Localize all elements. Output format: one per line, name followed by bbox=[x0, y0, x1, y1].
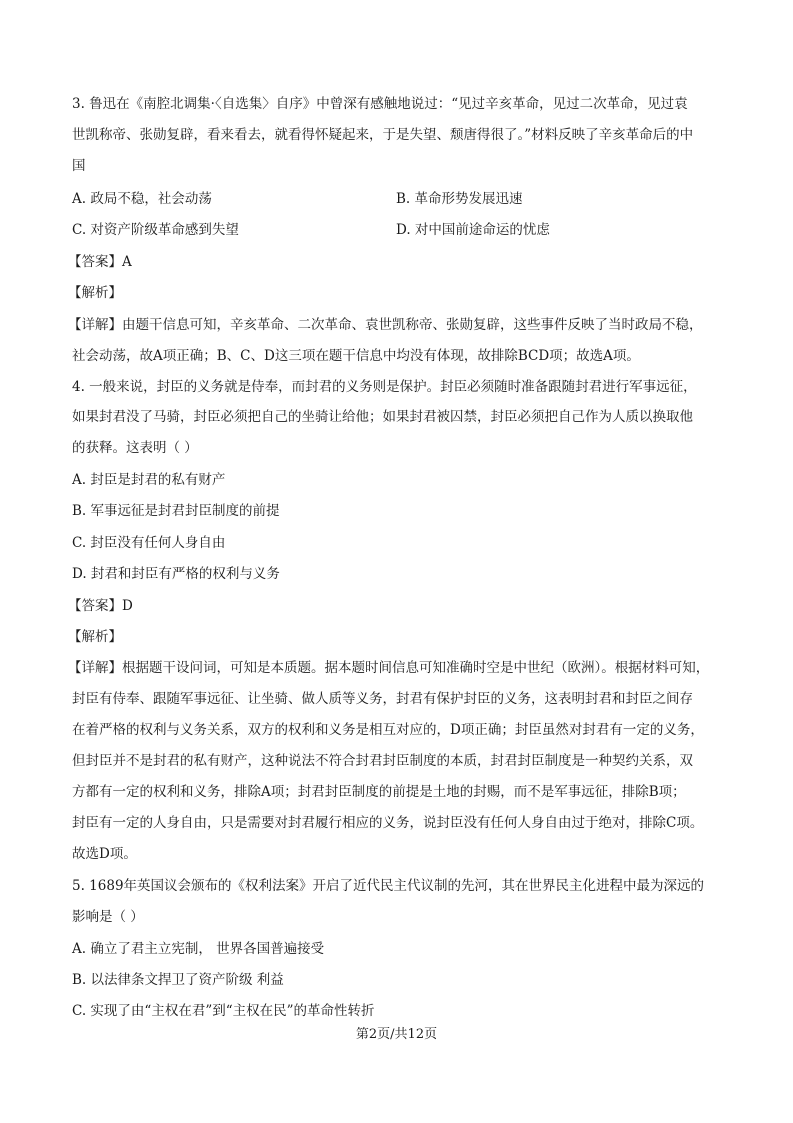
q3-stem-line-2: 世凯称帝、张勋复辟，看来看去，就看得怀疑起来，于是失望、颓唐得很了。”材料反映了辛亥革命后的中 bbox=[72, 127, 694, 143]
q4-option-a: A. 封臣是封君的私有财产 bbox=[72, 472, 226, 488]
q3-option-b: B. 革命形势发展迅速 bbox=[396, 191, 523, 207]
q4-detail-line-3: 在着严格的权利与义务关系，双方的权利和义务是相互对应的，D项正确；封臣虽然对封君有一定的义务， bbox=[72, 722, 704, 738]
q4-detail-line-4: 但封臣并不是封君的私有财产，这种说法不符合封君封臣制度的本质，封君封臣制度是一种契约关系，双 bbox=[72, 753, 693, 769]
page-number-footer: 第2页/共12页 bbox=[355, 1027, 438, 1042]
q3-analysis-label: 【解析】 bbox=[68, 285, 122, 301]
q3-answer: 【答案】A bbox=[68, 254, 132, 270]
q3-option-c: C. 对资产阶级革命感到失望 bbox=[72, 222, 239, 238]
q4-detail-line-6: 封臣有一定的人身自由，只是需要对封君履行相应的义务，说封臣没有任何人身自由过于绝对，排除C项。 bbox=[72, 815, 704, 831]
q5-option-b: B. 以法律条文捍卫了资产阶级 利益 bbox=[72, 972, 284, 988]
q4-option-b: B. 军事远征是封君封臣制度的前提 bbox=[72, 503, 280, 519]
q5-stem-line-2: 影响是（ ） bbox=[72, 909, 144, 925]
q3-detail-line-2: 社会动荡，故A项正确；B、C、D这三项在题干信息中均没有体现，故排除BCD项；故选A项。 bbox=[72, 348, 640, 364]
q3-stem-line-3: 国 bbox=[72, 158, 86, 174]
q4-option-d: D. 封君和封臣有严格的权利与义务 bbox=[72, 566, 280, 582]
q4-detail-line-7: 故选D项。 bbox=[72, 846, 137, 862]
q5-stem-line-1: 5. 1689年英国议会颁布的《权利法案》开启了近代民主代议制的先河，其在世界民主化进程中最为深远的 bbox=[72, 878, 705, 894]
q4-analysis-label: 【解析】 bbox=[68, 629, 122, 645]
q3-option-a: A. 政局不稳，社会动荡 bbox=[72, 191, 212, 207]
q3-option-d: D. 对中国前途命运的忧虑 bbox=[396, 222, 550, 238]
q4-stem-line-1: 4. 一般来说，封臣的义务就是侍奉，而封君的义务则是保护。封臣必须随时准备跟随封君进行军事远征， bbox=[72, 379, 697, 395]
q4-stem-line-2: 如果封君没了马骑，封臣必须把自己的坐骑让给他；如果封君被囚禁，封臣必须把自己作为人质以换取他 bbox=[72, 409, 693, 425]
q3-detail-line-1: 【详解】由题干信息可知，辛亥革命、二次革命、袁世凯称帝、张勋复辟，这些事件反映了当时政局不稳， bbox=[68, 317, 703, 333]
q4-answer: 【答案】D bbox=[68, 598, 133, 614]
q4-detail-line-1: 【详解】根据题干设问词，可知是本质题。据本题时间信息可知准确时空是中世纪（欧洲）。根据材料可知， bbox=[68, 660, 710, 676]
q4-stem-line-3: 的获释。这表明（ ） bbox=[72, 440, 198, 456]
q4-option-c: C. 封臣没有任何人身自由 bbox=[72, 535, 226, 551]
q3-stem-line-1: 3. 鲁迅在《南腔北调集·〈自选集〉自序》中曾深有感触地说过：“见过辛亥革命，见过二次革命，见过袁 bbox=[72, 96, 688, 112]
q4-detail-line-5: 方都有一定的权利和义务，排除A项；封君封臣制度的前提是土地的封赐，而不是军事远征，排除B项； bbox=[72, 784, 686, 800]
q5-option-a: A. 确立了君主立宪制， 世界各国普遍接受 bbox=[72, 941, 325, 957]
q5-option-c: C. 实现了由“主权在君”到“主权在民”的革命性转折 bbox=[72, 1003, 375, 1019]
q4-detail-line-2: 封臣有侍奉、跟随军事远征、让坐骑、做人质等义务，封君有保护封臣的义务，这表明封君和封臣之间存 bbox=[72, 691, 693, 707]
